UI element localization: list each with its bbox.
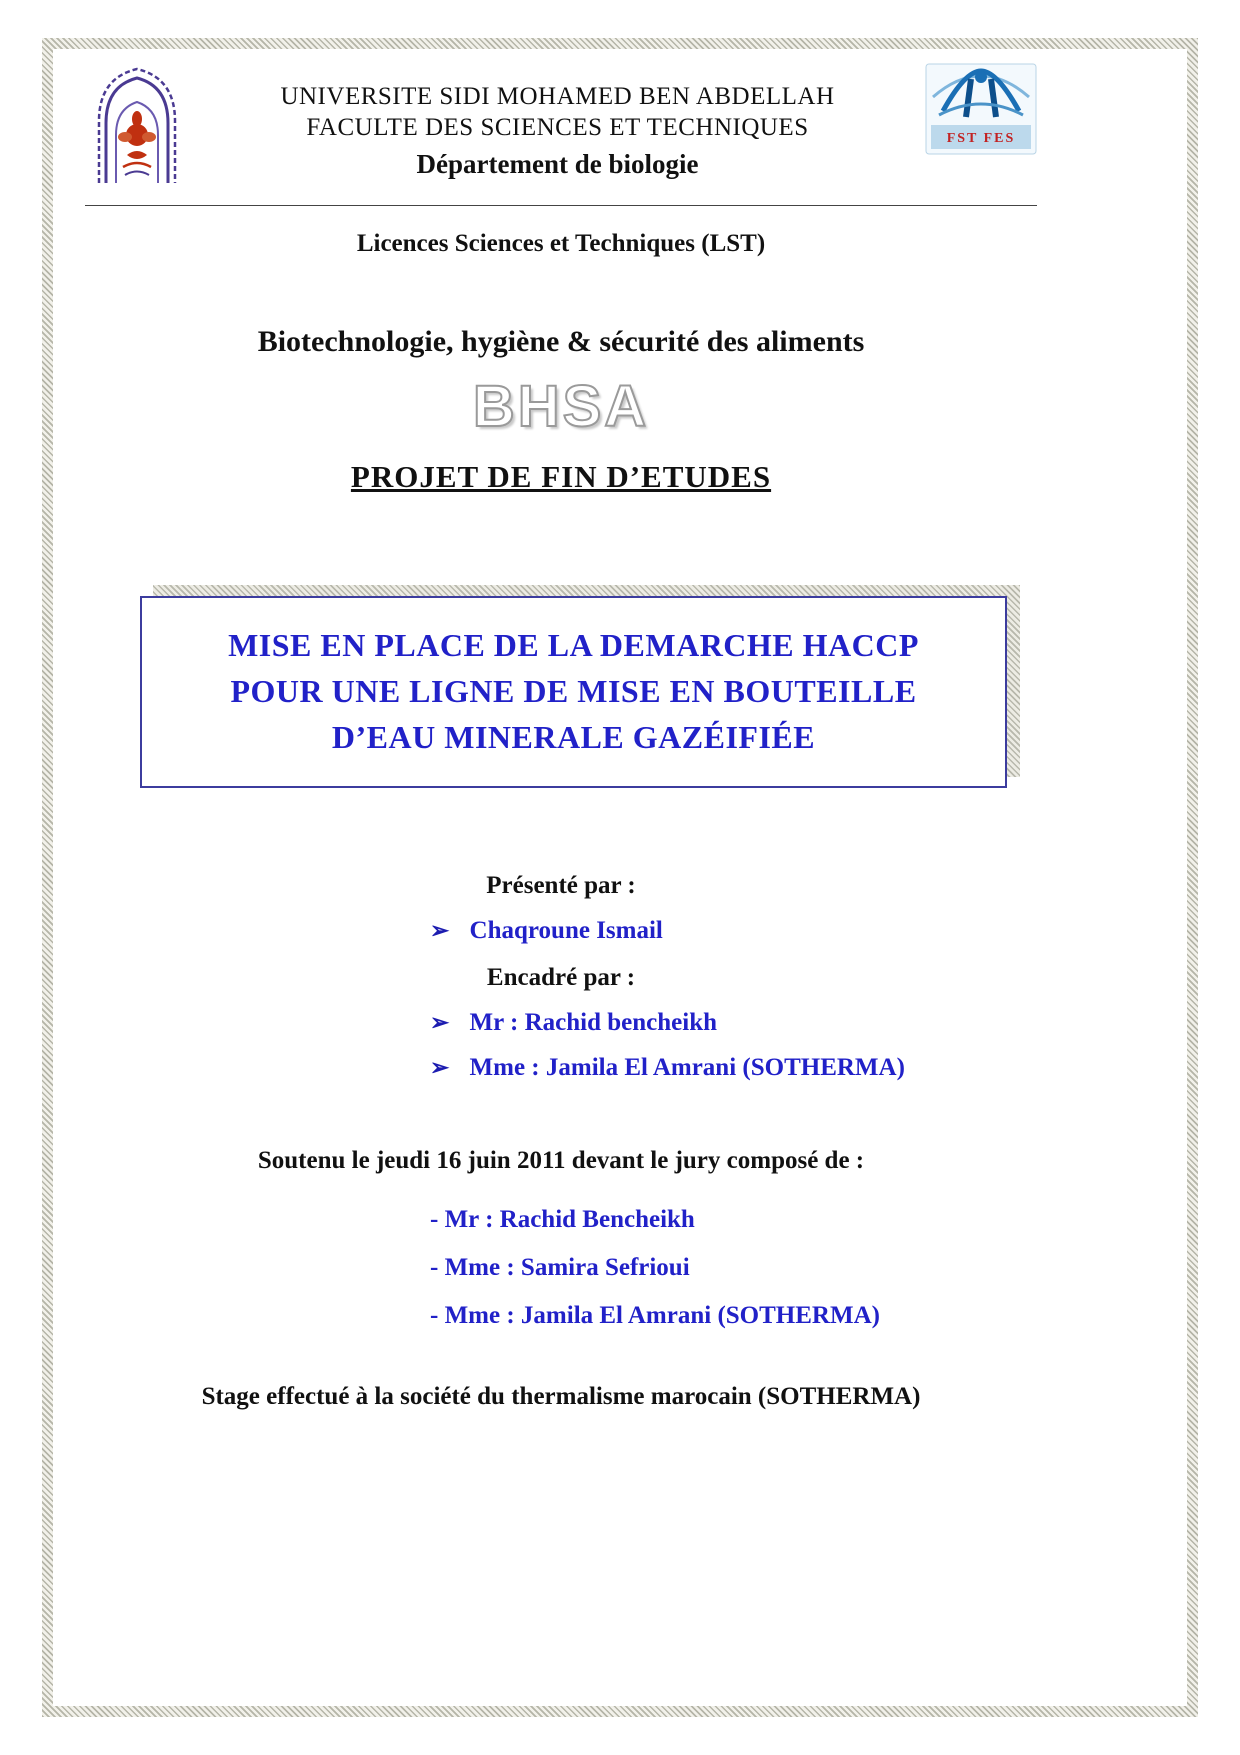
report-type-heading: PROJET DE FIN D’ETUDES <box>350 459 772 494</box>
report-title-box <box>140 596 1007 788</box>
header-divider <box>85 205 1037 206</box>
arrow-bullet-icon: ➢ <box>430 918 450 943</box>
university-logo <box>85 63 190 193</box>
supervisor-name: Mr : Rachid bencheikh <box>469 1009 718 1036</box>
report-title-line-1: MISE EN PLACE DE LA DEMARCHE HACCP <box>228 627 919 663</box>
supervisor-list <box>430 1007 1037 1083</box>
decorative-border-frame <box>42 38 1198 1717</box>
title-box-wrapper <box>140 596 1007 788</box>
program-lst-heading: Licences Sciences et Techniques (LST) <box>356 230 766 257</box>
report-title-line-3: D’EAU MINERALE GAZÉIFIÉE <box>331 719 816 755</box>
department-name: Département de biologie <box>416 149 699 179</box>
presenter-name: Chaqroune Ismail <box>469 917 663 944</box>
presented-by-label: Présenté par : <box>486 872 636 899</box>
arrow-bullet-icon: ➢ <box>430 1055 450 1080</box>
faculty-name: FACULTE DES SCIENCES ET TECHNIQUES <box>306 114 809 141</box>
supervisor-name: Mme : Jamila El Amrani (SOTHERMA) <box>469 1054 905 1081</box>
university-arch-emblem-icon <box>85 63 190 188</box>
program-name-heading: Biotechnologie, hygiène & sécurité des aliments <box>257 325 865 358</box>
page-content <box>53 49 1187 1706</box>
header <box>85 55 1037 193</box>
defense-intro: Soutenu le jeudi 16 juin 2011 devant le jury composé de : <box>257 1147 865 1174</box>
program-acronym: BHSA <box>472 374 650 439</box>
supervisor-item <box>430 1007 1037 1038</box>
jury-member: - Mr : Rachid Bencheikh <box>430 1206 695 1233</box>
fst-fes-logo <box>925 63 1037 160</box>
presenter-list <box>430 915 1037 946</box>
jury-member: - Mme : Samira Sefrioui <box>430 1254 690 1281</box>
report-title-line-2: POUR UNE LIGNE DE MISE EN BOUTEILLE <box>230 673 917 709</box>
presenter-item <box>430 915 1037 946</box>
supervised-by-label: Encadré par : <box>486 964 636 991</box>
jury-member: - Mme : Jamila El Amrani (SOTHERMA) <box>430 1302 880 1329</box>
university-name: UNIVERSITE SIDI MOHAMED BEN ABDELLAH <box>280 83 835 110</box>
supervisor-item <box>430 1052 1037 1083</box>
internship-note: Stage effectué à la société du thermalisme marocain (SOTHERMA) <box>201 1383 921 1410</box>
fst-fes-logo-icon <box>925 63 1037 155</box>
arrow-bullet-icon: ➢ <box>430 1010 450 1035</box>
institution-text-block <box>190 55 925 182</box>
fst-fes-logo-text: FST FES <box>946 131 1016 146</box>
jury-list <box>430 1204 1037 1331</box>
